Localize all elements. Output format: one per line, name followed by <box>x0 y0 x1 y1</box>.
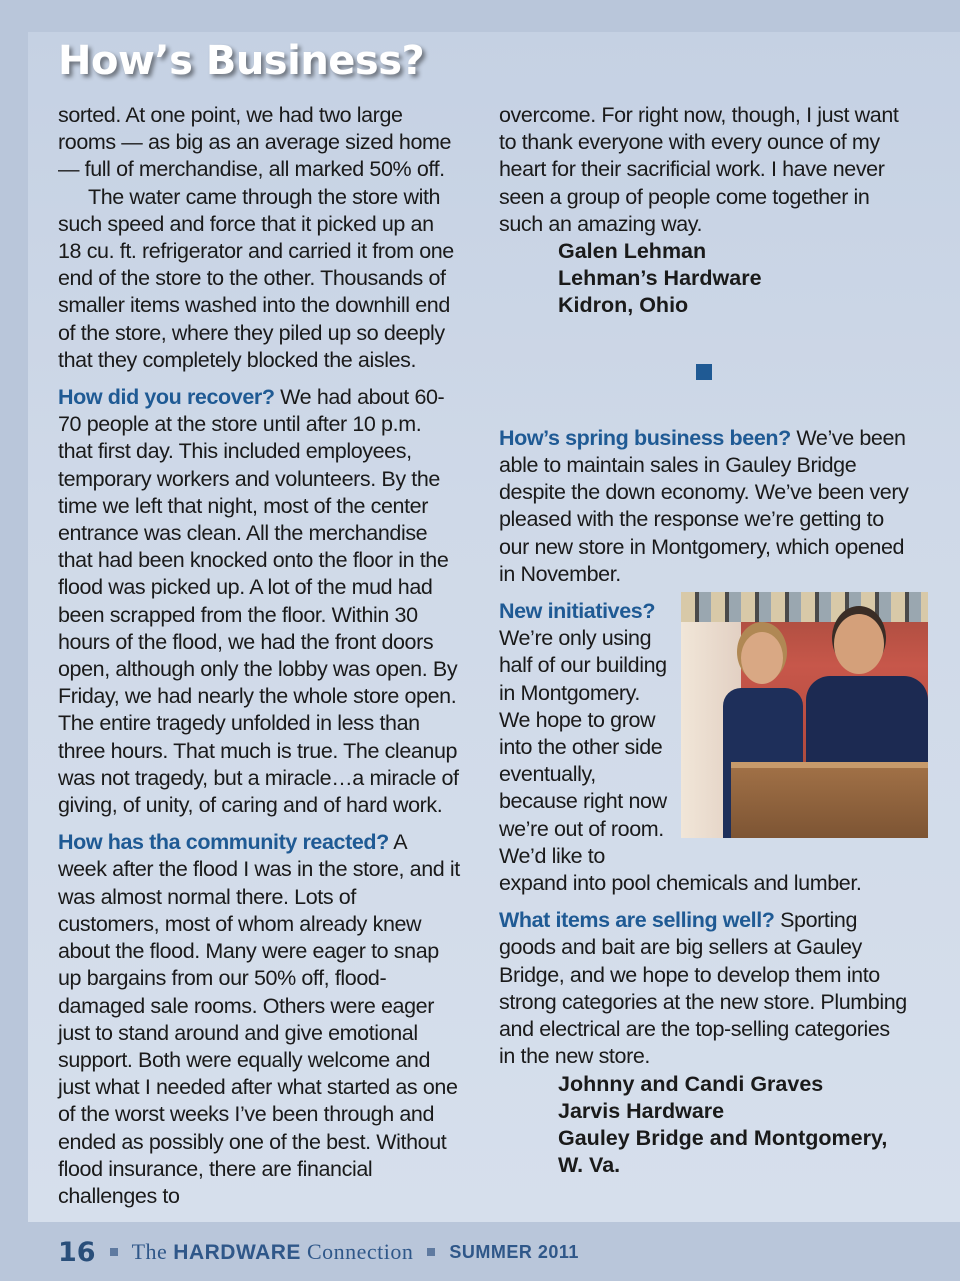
question: How’s spring business been? <box>499 425 791 450</box>
answer: We’re only using half of our building in Montgomery. We hope to grow into the other side eventually, because right now we’re out of room. We’d like to expand into pool chemicals and lumber. <box>499 626 862 896</box>
signature-name: Galen Lehman <box>558 239 707 264</box>
signature-store: Jarvis Hardware <box>558 1098 725 1123</box>
square-bullet-icon <box>696 364 712 380</box>
store-owners-photo <box>681 592 928 838</box>
signature-location: Kidron, Ohio <box>558 293 689 318</box>
square-separator-icon <box>427 1248 435 1256</box>
question: How did you recover? <box>58 385 275 410</box>
left-column <box>58 102 460 1210</box>
paragraph: The water came through the store with such speed and force that it picked up an 18 cu. ft. refrigerator and carried it from one end of the store to the other. Thousands of smaller items washed into the downhill end of the store, where they piled up so deeply that they completely blocked the aisles. <box>58 184 454 372</box>
question: New initiatives? <box>499 599 656 624</box>
signature-block <box>499 1071 909 1180</box>
signature-location: Gauley Bridge and Montgomery, <box>558 1125 888 1150</box>
question: How has tha community reacted? <box>58 830 389 855</box>
signature-block <box>499 238 909 320</box>
page-title: How’s Business? <box>58 38 425 84</box>
signature-store: Lehman’s Hardware <box>558 266 762 291</box>
issue-date: SUMMER 2011 <box>449 1241 579 1262</box>
answer: Sporting goods and bait are big sellers at Gauley Bridge, and we hope to develop them into strong categories at the new store. Plumbing and electrical are the top-selling categories in the new store. <box>499 908 907 1069</box>
paragraph: overcome. For right now, though, I just want to thank everyone with every ounce of my heart for their sacrificial work. I have never seen a group of people come together in such an amazing way. <box>499 103 899 236</box>
signature-name: Johnny and Candi Graves <box>558 1071 824 1096</box>
qa-paragraph <box>499 425 909 588</box>
store-counter <box>731 762 928 838</box>
answer: We had about 60-70 people at the store until after 10 p.m. that first day. This included employees, temporary workers and volunteers. By the time we left that night, most of the center entrance was clean. All the merchandise that had been knocked onto the floor in the flood was picked up. A lot of the mud had been scrapped from the floor. Within 30 hours of the flood, we had the front doors open, although only the lobby was open. By Friday, we had nearly the whole store open. The entire tragedy unfolded in less than three hours. That much is true. The cleanup was not tragedy, but a miracle…a miracle of giving, of unity, of caring and of hard work. <box>58 385 459 818</box>
qa-paragraph <box>499 907 909 1070</box>
page-number: 16 <box>58 1236 96 1268</box>
signature-state: W. Va. <box>558 1153 621 1178</box>
right-column <box>499 102 909 1179</box>
qa-paragraph <box>58 829 460 1210</box>
qa-paragraph <box>58 384 460 819</box>
question: What items are selling well? <box>499 908 775 933</box>
square-separator-icon <box>110 1248 118 1256</box>
page-footer <box>58 1234 579 1270</box>
paragraph: sorted. At one point, we had two large rooms — as big as an average sized home — full of merchandise, all marked 50% off. <box>58 103 452 182</box>
section-divider <box>499 360 909 387</box>
answer: A week after the flood I was in the store, and it was almost normal there. Lots of customers, most of whom already knew about the flood. Many were eager to snap up bargains from our 50% off, flood-damaged sale rooms. Others were eager just to stand around and give emotional support. Both were equally welcome and just what I needed after what started as one of the worst weeks I’ve been through and ended as possibly one of the best. Without flood insurance, there are financial challenges to <box>58 830 460 1208</box>
answer: We’ve been able to maintain sales in Gauley Bridge despite the down economy. We’ve been very pleased with the response we’re getting to our new store in Montgomery, which opened in November. <box>499 425 909 586</box>
publication-name: The HARDWARE Connection <box>131 1239 414 1264</box>
